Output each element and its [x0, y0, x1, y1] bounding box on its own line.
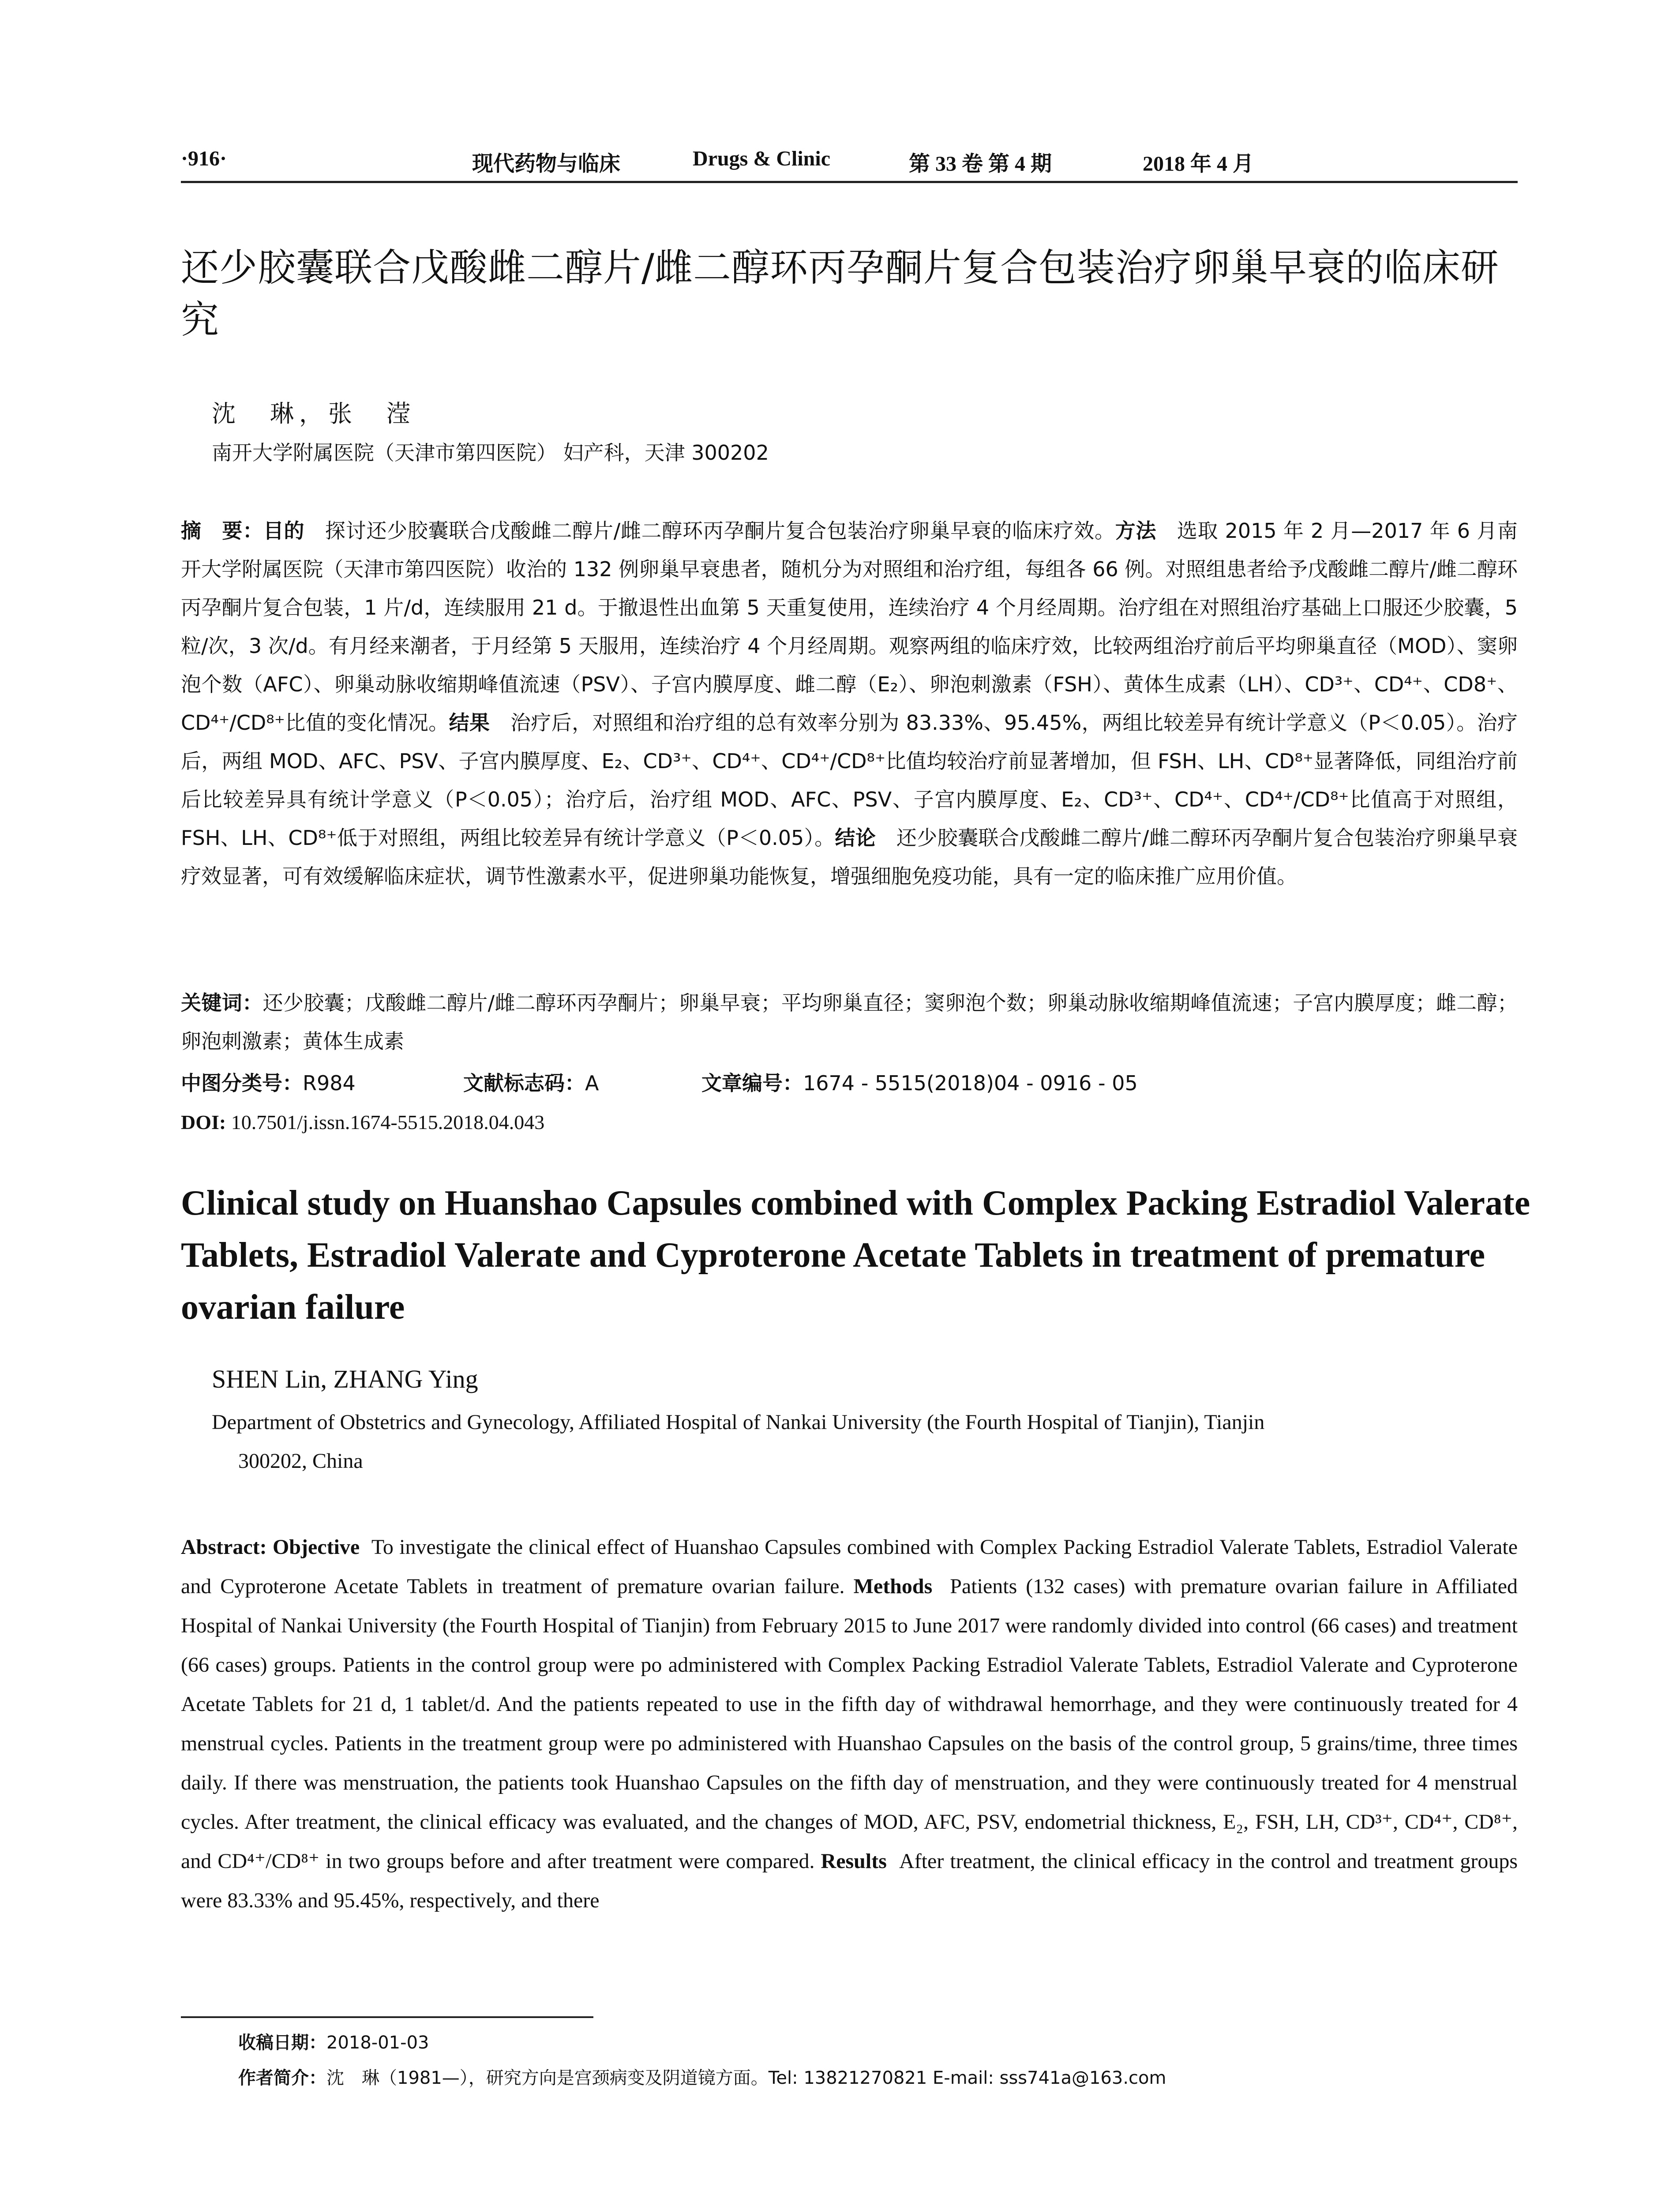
volume-issue: 第 33 卷 第 4 期: [909, 152, 1052, 176]
doi-line: [181, 1103, 544, 1141]
issue-date: 2018 年 4 月: [1143, 152, 1254, 176]
en-methods-label: Methods: [853, 1575, 933, 1598]
en-abstract-label: Abstract:: [181, 1535, 267, 1559]
en-results-label: Results: [821, 1850, 887, 1873]
results-label: 结果: [449, 711, 490, 735]
english-abstract: [181, 1527, 1518, 1920]
chinese-affiliation: 南开大学附属医院（天津市第四医院） 妇产科，天津 300202: [212, 441, 769, 465]
journal-name-cn: 现代药物与临床: [472, 151, 621, 176]
objective-label: 目的: [263, 519, 305, 543]
chinese-title: 还少胶囊联合戊酸雌二醇片/雌二醇环丙孕酮片复合包装治疗卵巢早衰的临床研究: [181, 246, 1499, 342]
doi-value: 10.7501/j.issn.1674-5515.2018.04.043: [231, 1111, 545, 1133]
footnote-divider: [181, 2016, 593, 2018]
clc-label: 中图分类号：: [181, 1071, 303, 1095]
affiliation-line-1: Department of Obstetrics and Gynecology, Affiliated Hospital of Nankai University (the Fourth Hospital of Tianjin), Tianjin: [212, 1411, 1265, 1434]
article-no-value: 1674 - 5515(2018)04 - 0916 - 05: [803, 1071, 1138, 1095]
article-no-label: 文章编号：: [701, 1071, 803, 1095]
classification-line: [181, 1064, 1518, 1103]
english-authors: SHEN Lin, ZHANG Ying: [212, 1365, 478, 1393]
author-bio-text: 沈 琳（1981—），研究方向是宫颈病变及阴道镜方面。Tel: 13821270821 E-mail: sss741a@163.com: [326, 2068, 1166, 2088]
chinese-authors: 沈 琳，张 滢: [212, 400, 416, 428]
chinese-keywords: [181, 984, 1518, 1061]
en-objective-label: Objective: [272, 1535, 360, 1559]
affiliation-line-2: 300202, China: [238, 1449, 363, 1473]
results-text: 治疗后，对照组和治疗组的总有效率分别为 83.33%、95.45%，两组比较差异有统计学意义（P＜0.05）。治疗后，两组 MOD、AFC、PSV、子宫内膜厚度、E₂、CD³⁺、CD⁴⁺、CD⁴⁺/CD⁸⁺比值均较治疗前显著增加，但 FSH、LH、CD⁸⁺显著降低，同组治疗前后比较差异具有统计学意义（P＜0.05）；治疗后，治疗组 MOD、AFC、PSV、子宫内膜厚度、E₂、CD³⁺、CD⁴⁺、CD⁴⁺/CD⁸⁺比值高于对照组，FSH、LH、CD⁸⁺低于对照组，两组比较差异有统计学意义（P＜0.05）。: [181, 711, 1518, 850]
running-header: [181, 142, 1518, 183]
clc-value: R984: [303, 1071, 356, 1095]
en-methods-text: Patients (132 cases) with premature ovarian failure in Affiliated Hospital of Nankai University (the Fourth Hospital of Tianjin) from February 2015 to June 2017 were randomly divided into control (66 cases) and treatment (66 cases) groups. Patients in the control group were po administered with Complex Packing Estradiol Valerate Tablets, Estradiol Valerate and Cyproterone Acetate Tablets for 21 d, 1 tablet/d. And the patients repeated to use in the fifth day of withdrawal hemorrhage, and they were continuously treated for 4 menstrual cycles. Patients in the treatment group were po administered with Huanshao Capsules on the basis of the control group, 5 grains/time, three times daily. If there was menstruation, the patients took Huanshao Capsules on the fifth day of menstruation, and they were continuously treated for 4 menstrual cycles. After treatment, the clinical efficacy was evaluated, and the changes of MOD, AFC, PSV, endometrial thickness, E₂, FSH, LH, CD³⁺, CD⁴⁺, CD⁸⁺, and CD⁴⁺/CD⁸⁺ in two groups before and after treatment were compared.: [181, 1575, 1518, 1873]
english-affiliation: [212, 1403, 1518, 1481]
keywords-text: 还少胶囊；戊酸雌二醇片/雌二醇环丙孕酮片；卵巢早衰；平均卵巢直径；窦卵泡个数；卵巢动脉收缩期峰值流速；子宫内膜厚度；雌二醇；卵泡刺激素；黄体生成素: [181, 991, 1518, 1053]
en-results-text: After treatment, the clinical efficacy in the control and treatment groups were 83.33% and 95.45%, respectively, and there: [181, 1850, 1518, 1912]
keywords-label: 关键词：: [181, 991, 263, 1015]
conclusion-label: 结论: [835, 826, 876, 850]
page-number: ·916·: [181, 147, 227, 170]
author-bio: [238, 2065, 1166, 2091]
conclusion-text: 还少胶囊联合戊酸雌二醇片/雌二醇环丙孕酮片复合包装治疗卵巢早衰疗效显著，可有效缓解临床症状，调节性激素水平，促进卵巢功能恢复，增强细胞免疫功能，具有一定的临床推广应用价值。: [181, 826, 1518, 888]
abstract-label: 摘 要：: [181, 519, 263, 543]
methods-text: 选取 2015 年 2 月—2017 年 6 月南开大学附属医院（天津市第四医院）收治的 132 例卵巢早衰患者，随机分为对照组和治疗组，每组各 66 例。对照组患者给予戊酸雌二醇片/雌二醇环丙孕酮片复合包装，1 片/d，连续服用 21 d。于撤退性出血第 5 天重复使用，连续治疗 4 个月经周期。治疗组在对照组治疗基础上口服还少胶囊，5 粒/次，3 次/d。有月经来潮者，于月经第 5 天服用，连续治疗 4 个月经周期。观察两组的临床疗效，比较两组治疗前后平均卵巢直径（MOD）、窦卵泡个数（AFC）、卵巢动脉收缩期峰值流速（PSV）、子宫内膜厚度、雌二醇（E₂）、卵泡刺激素（FSH）、黄体生成素（LH）、CD³⁺、CD⁴⁺、CD8⁺、CD⁴⁺/CD⁸⁺比值的变化情况。: [181, 519, 1518, 735]
objective-text: 探讨还少胶囊联合戊酸雌二醇片/雌二醇环丙孕酮片复合包装治疗卵巢早衰的临床疗效。: [325, 519, 1115, 543]
doi-label: DOI:: [181, 1111, 226, 1133]
english-title: Clinical study on Huanshao Capsules combined with Complex Packing Estradiol Valerate Tablets, Estradiol Valerate and Cyproterone Acetate Tablets in treatment of premature ovarian failure: [181, 1184, 1530, 1327]
en-objective-text: To investigate the clinical effect of Huanshao Capsules combined with Complex Packing Estradiol Valerate Tablets, Estradiol Valerate and Cyproterone Acetate Tablets in treatment of premature ovarian failure.: [181, 1535, 1518, 1598]
received-value: 2018-01-03: [326, 2033, 429, 2053]
author-bio-label: 作者简介：: [238, 2068, 326, 2088]
received-label: 收稿日期：: [238, 2033, 326, 2053]
chinese-abstract: [181, 512, 1518, 896]
doc-code-value: A: [585, 1071, 599, 1095]
doc-code-label: 文献标志码：: [463, 1071, 585, 1095]
received-date: [238, 2030, 429, 2056]
journal-name-en: Drugs & Clinic: [693, 147, 830, 170]
methods-label: 方法: [1115, 519, 1157, 543]
